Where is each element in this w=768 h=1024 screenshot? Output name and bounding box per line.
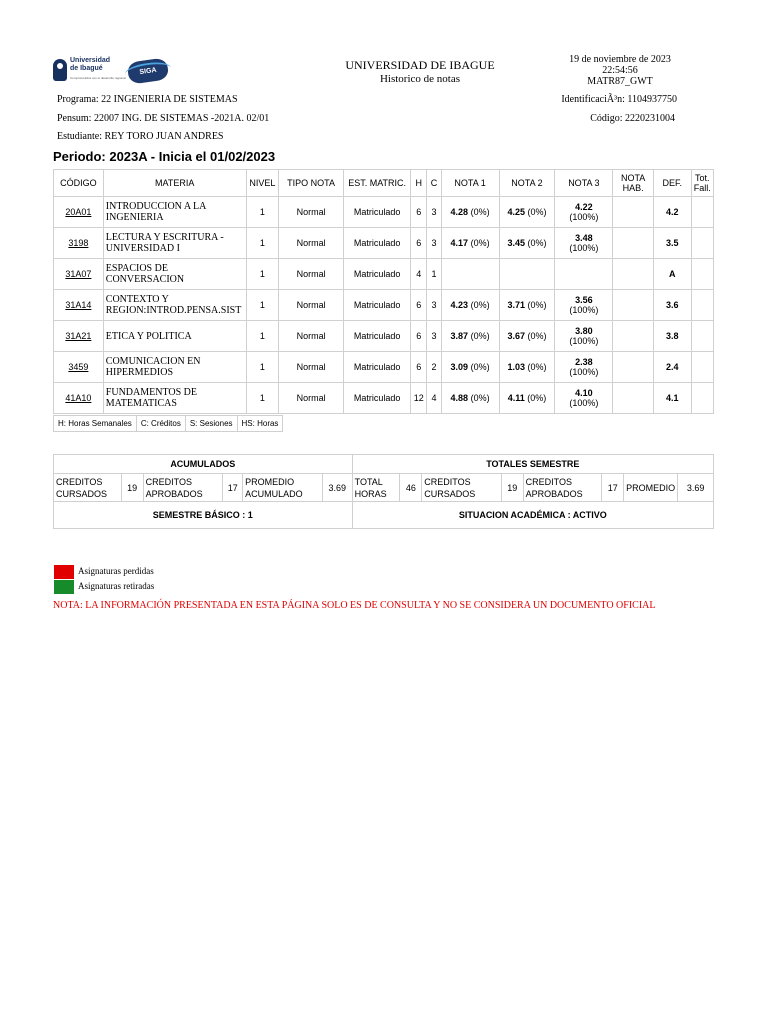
course-nota-hab [613,197,654,228]
course-code-link[interactable]: 41A10 [54,383,104,414]
col-tipo-nota: TIPO NOTA [279,170,344,197]
course-def: 3.8 [653,321,691,352]
grade-value: 4.22 [575,202,593,212]
course-nota3 [555,228,613,259]
grade-percent: (0%) [527,393,547,403]
course-hours: 4 [411,259,427,290]
grade-value: 4.25 [507,207,525,217]
grade-percent: (100%) [569,367,599,377]
course-name: INTRODUCCION A LA INGENIERIA [103,197,246,228]
grade-percent: (0%) [527,331,547,341]
col-def: DEF. [653,170,691,197]
course-code-link[interactable]: 3198 [54,228,104,259]
course-credits: 4 [427,383,441,414]
situacion-academica: SITUACION ACADÉMICA : ACTIVO [352,502,713,529]
course-nota2 [499,321,555,352]
table-row [54,290,714,321]
tot-creditos-cursados-label: CREDITOS CURSADOS [422,474,502,502]
course-enrollment-status: Matriculado [344,383,411,414]
acu-creditos-cursados-value: 19 [121,474,143,502]
course-nota2 [499,352,555,383]
table-row [54,352,714,383]
course-code-link[interactable]: 20A01 [54,197,104,228]
acu-creditos-cursados-label: CREDITOS CURSADOS [54,474,122,502]
totales-semestre-title: TOTALES SEMESTRE [352,455,713,474]
col-h: H [411,170,427,197]
course-nota1 [441,290,499,321]
col-nota2: NOTA 2 [499,170,555,197]
course-grade-type: Normal [279,383,344,414]
course-nota3 [555,197,613,228]
grade-percent: (0%) [527,362,547,372]
estudiante-label: Estudiante: REY TORO JUAN ANDRES [57,131,224,142]
course-def: 4.2 [653,197,691,228]
course-nota-hab [613,259,654,290]
course-name: ESPACIOS DE CONVERSACION [103,259,246,290]
course-tot-fall [691,197,713,228]
grades-table [53,169,714,414]
course-code-link[interactable]: 3459 [54,352,104,383]
course-credits: 3 [427,290,441,321]
grade-percent: (100%) [569,305,599,315]
tot-horas-value: 46 [400,474,422,502]
grade-percent: (100%) [569,336,599,346]
course-grade-type: Normal [279,352,344,383]
acu-promedio-label: PROMEDIO ACUMULADO [243,474,323,502]
course-def: 3.5 [653,228,691,259]
course-name: LECTURA Y ESCRITURA - UNIVERSIDAD I [103,228,246,259]
legend-sesiones: S: Sesiones [185,416,237,432]
grade-value: 3.45 [507,238,525,248]
course-credits: 1 [427,259,441,290]
course-level: 1 [246,228,279,259]
course-grade-type: Normal [279,228,344,259]
course-nota1 [441,259,499,290]
course-hours: 6 [411,197,427,228]
perdidas-label: Asignaturas perdidas [78,566,154,576]
acumulados-title: ACUMULADOS [54,455,353,474]
course-hours: 12 [411,383,427,414]
retiradas-label: Asignaturas retiradas [78,581,155,591]
course-credits: 2 [427,352,441,383]
tot-promedio-value: 3.69 [678,474,714,502]
course-level: 1 [246,321,279,352]
grade-percent: (0%) [470,207,490,217]
course-nota-hab [613,228,654,259]
disclaimer-note: NOTA: LA INFORMACIÓN PRESENTADA EN ESTA PÁGINA SOLO ES DE CONSULTA Y NO SE CONSIDERA UN DOCUMENTO OFICIAL [53,600,656,611]
report-time: 22:54:56 [602,65,638,76]
course-tot-fall [691,383,713,414]
course-level: 1 [246,383,279,414]
course-credits: 3 [427,228,441,259]
legend-creditos: C: Créditos [136,416,185,432]
grade-percent: (0%) [470,362,490,372]
acu-creditos-aprobados-label: CREDITOS APROBADOS [143,474,223,502]
grade-value: 1.03 [507,362,525,372]
grade-value: 4.17 [450,238,469,248]
course-nota2 [499,228,555,259]
report-date: 19 de noviembre de 2023 [569,54,671,65]
course-nota1 [441,352,499,383]
course-level: 1 [246,197,279,228]
grade-value: 4.11 [507,393,525,403]
grade-value: 4.23 [450,300,469,310]
course-def: 4.1 [653,383,691,414]
grade-value: 3.48 [575,233,593,243]
course-def: 3.6 [653,290,691,321]
course-name: ETICA Y POLITICA [103,321,246,352]
course-credits: 3 [427,197,441,228]
grade-percent: (0%) [527,300,547,310]
table-row [54,259,714,290]
course-tot-fall [691,259,713,290]
identificacion-label: IdentificaciÃ³n: 1104937750 [561,94,677,105]
grade-value: 3.67 [507,331,525,341]
grade-value: 3.56 [575,295,593,305]
course-tot-fall [691,321,713,352]
course-enrollment-status: Matriculado [344,290,411,321]
course-nota2 [499,259,555,290]
course-enrollment-status: Matriculado [344,197,411,228]
grade-percent: (0%) [527,238,547,248]
course-level: 1 [246,290,279,321]
university-logo: Universidad de Ibagué Comprometidos con el desarrollo regional [53,57,173,87]
col-est-matric: EST. MATRIC. [344,170,411,197]
grades-header-row [54,170,714,197]
course-name: COMUNICACION EN HIPERMEDIOS [103,352,246,383]
tot-horas-label: TOTAL HORAS [352,474,400,502]
periodo-title: Periodo: 2023A - Inicia el 01/02/2023 [53,149,276,164]
course-hours: 6 [411,321,427,352]
course-nota1 [441,228,499,259]
course-nota2 [499,197,555,228]
grade-percent: (100%) [569,398,599,408]
grade-percent: (100%) [569,243,599,253]
tot-creditos-aprobados-value: 17 [602,474,624,502]
col-nivel: NIVEL [246,170,279,197]
grade-value: 4.88 [450,393,469,403]
course-nota3 [555,383,613,414]
course-code-link[interactable]: 31A14 [54,290,104,321]
course-nota-hab [613,383,654,414]
perdidas-swatch [54,565,74,579]
course-nota3 [555,259,613,290]
course-nota3 [555,290,613,321]
acu-creditos-aprobados-value: 17 [223,474,243,502]
course-def: 2.4 [653,352,691,383]
col-nota1: NOTA 1 [441,170,499,197]
course-nota3 [555,321,613,352]
course-enrollment-status: Matriculado [344,259,411,290]
table-row [54,197,714,228]
grade-value: 3.80 [575,326,593,336]
grade-value: 2.38 [575,357,593,367]
course-hours: 6 [411,352,427,383]
grade-percent: (100%) [569,212,599,222]
table-row [54,321,714,352]
grade-value: 3.09 [450,362,469,372]
course-tot-fall [691,352,713,383]
report-code: MATR87_GWT [587,76,653,87]
grade-percent: (0%) [527,207,547,217]
table-row [54,383,714,414]
course-nota1 [441,383,499,414]
course-nota1 [441,197,499,228]
grade-percent: (0%) [470,331,490,341]
university-title: UNIVERSIDAD DE IBAGUE [345,58,495,72]
course-nota3 [555,352,613,383]
course-enrollment-status: Matriculado [344,321,411,352]
col-c: C [427,170,441,197]
course-nota-hab [613,290,654,321]
course-code-link[interactable]: 31A07 [54,259,104,290]
course-nota-hab [613,321,654,352]
tot-creditos-aprobados-label: CREDITOS APROBADOS [523,474,602,502]
course-nota1 [441,321,499,352]
course-enrollment-status: Matriculado [344,352,411,383]
grade-value: 3.87 [450,331,469,341]
course-grade-type: Normal [279,290,344,321]
course-name: CONTEXTO Y REGION:INTROD.PENSA.SIST [103,290,246,321]
tot-promedio-label: PROMEDIO [624,474,678,502]
course-nota2 [499,383,555,414]
grade-value: 4.28 [450,207,469,217]
course-tot-fall [691,228,713,259]
table-row [54,228,714,259]
grade-value: 4.10 [575,388,593,398]
semestre-basico: SEMESTRE BÁSICO : 1 [54,502,353,529]
report-timestamp [540,54,700,87]
siga-logo: SIGA [127,57,170,84]
grade-percent: (0%) [470,300,490,310]
programa-label: Programa: 22 INGENIERIA DE SISTEMAS [57,94,238,105]
course-grade-type: Normal [279,259,344,290]
acu-promedio-value: 3.69 [322,474,352,502]
university-crest-icon [53,59,67,81]
abbreviation-legend [53,415,283,432]
tot-creditos-cursados-value: 19 [501,474,523,502]
course-def: A [653,259,691,290]
col-codigo: CÓDIGO [54,170,104,197]
grade-value: 3.71 [507,300,525,310]
retiradas-swatch [54,580,74,594]
course-level: 1 [246,352,279,383]
course-name: FUNDAMENTOS DE MATEMATICAS [103,383,246,414]
course-grade-type: Normal [279,197,344,228]
grade-percent: (0%) [470,238,490,248]
report-subtitle: Historico de notas [379,73,461,85]
col-nota-hab: NOTA HAB. [613,170,654,197]
course-level: 1 [246,259,279,290]
grade-percent: (0%) [470,393,490,403]
legend-horas: HS: Horas [237,416,283,432]
course-hours: 6 [411,228,427,259]
col-materia: MATERIA [103,170,246,197]
course-code-link[interactable]: 31A21 [54,321,104,352]
course-tot-fall [691,290,713,321]
course-grade-type: Normal [279,321,344,352]
codigo-label: Código: 2220231004 [590,113,675,124]
col-nota3: NOTA 3 [555,170,613,197]
course-enrollment-status: Matriculado [344,228,411,259]
course-nota2 [499,290,555,321]
course-nota-hab [613,352,654,383]
col-tot-fall: Tot. Fall. [691,170,713,197]
pensum-label: Pensum: 22007 ING. DE SISTEMAS -2021A. 02/01 [57,113,270,124]
summary-table [53,454,714,529]
course-hours: 6 [411,290,427,321]
course-credits: 3 [427,321,441,352]
legend-horas-semanales: H: Horas Semanales [54,416,137,432]
